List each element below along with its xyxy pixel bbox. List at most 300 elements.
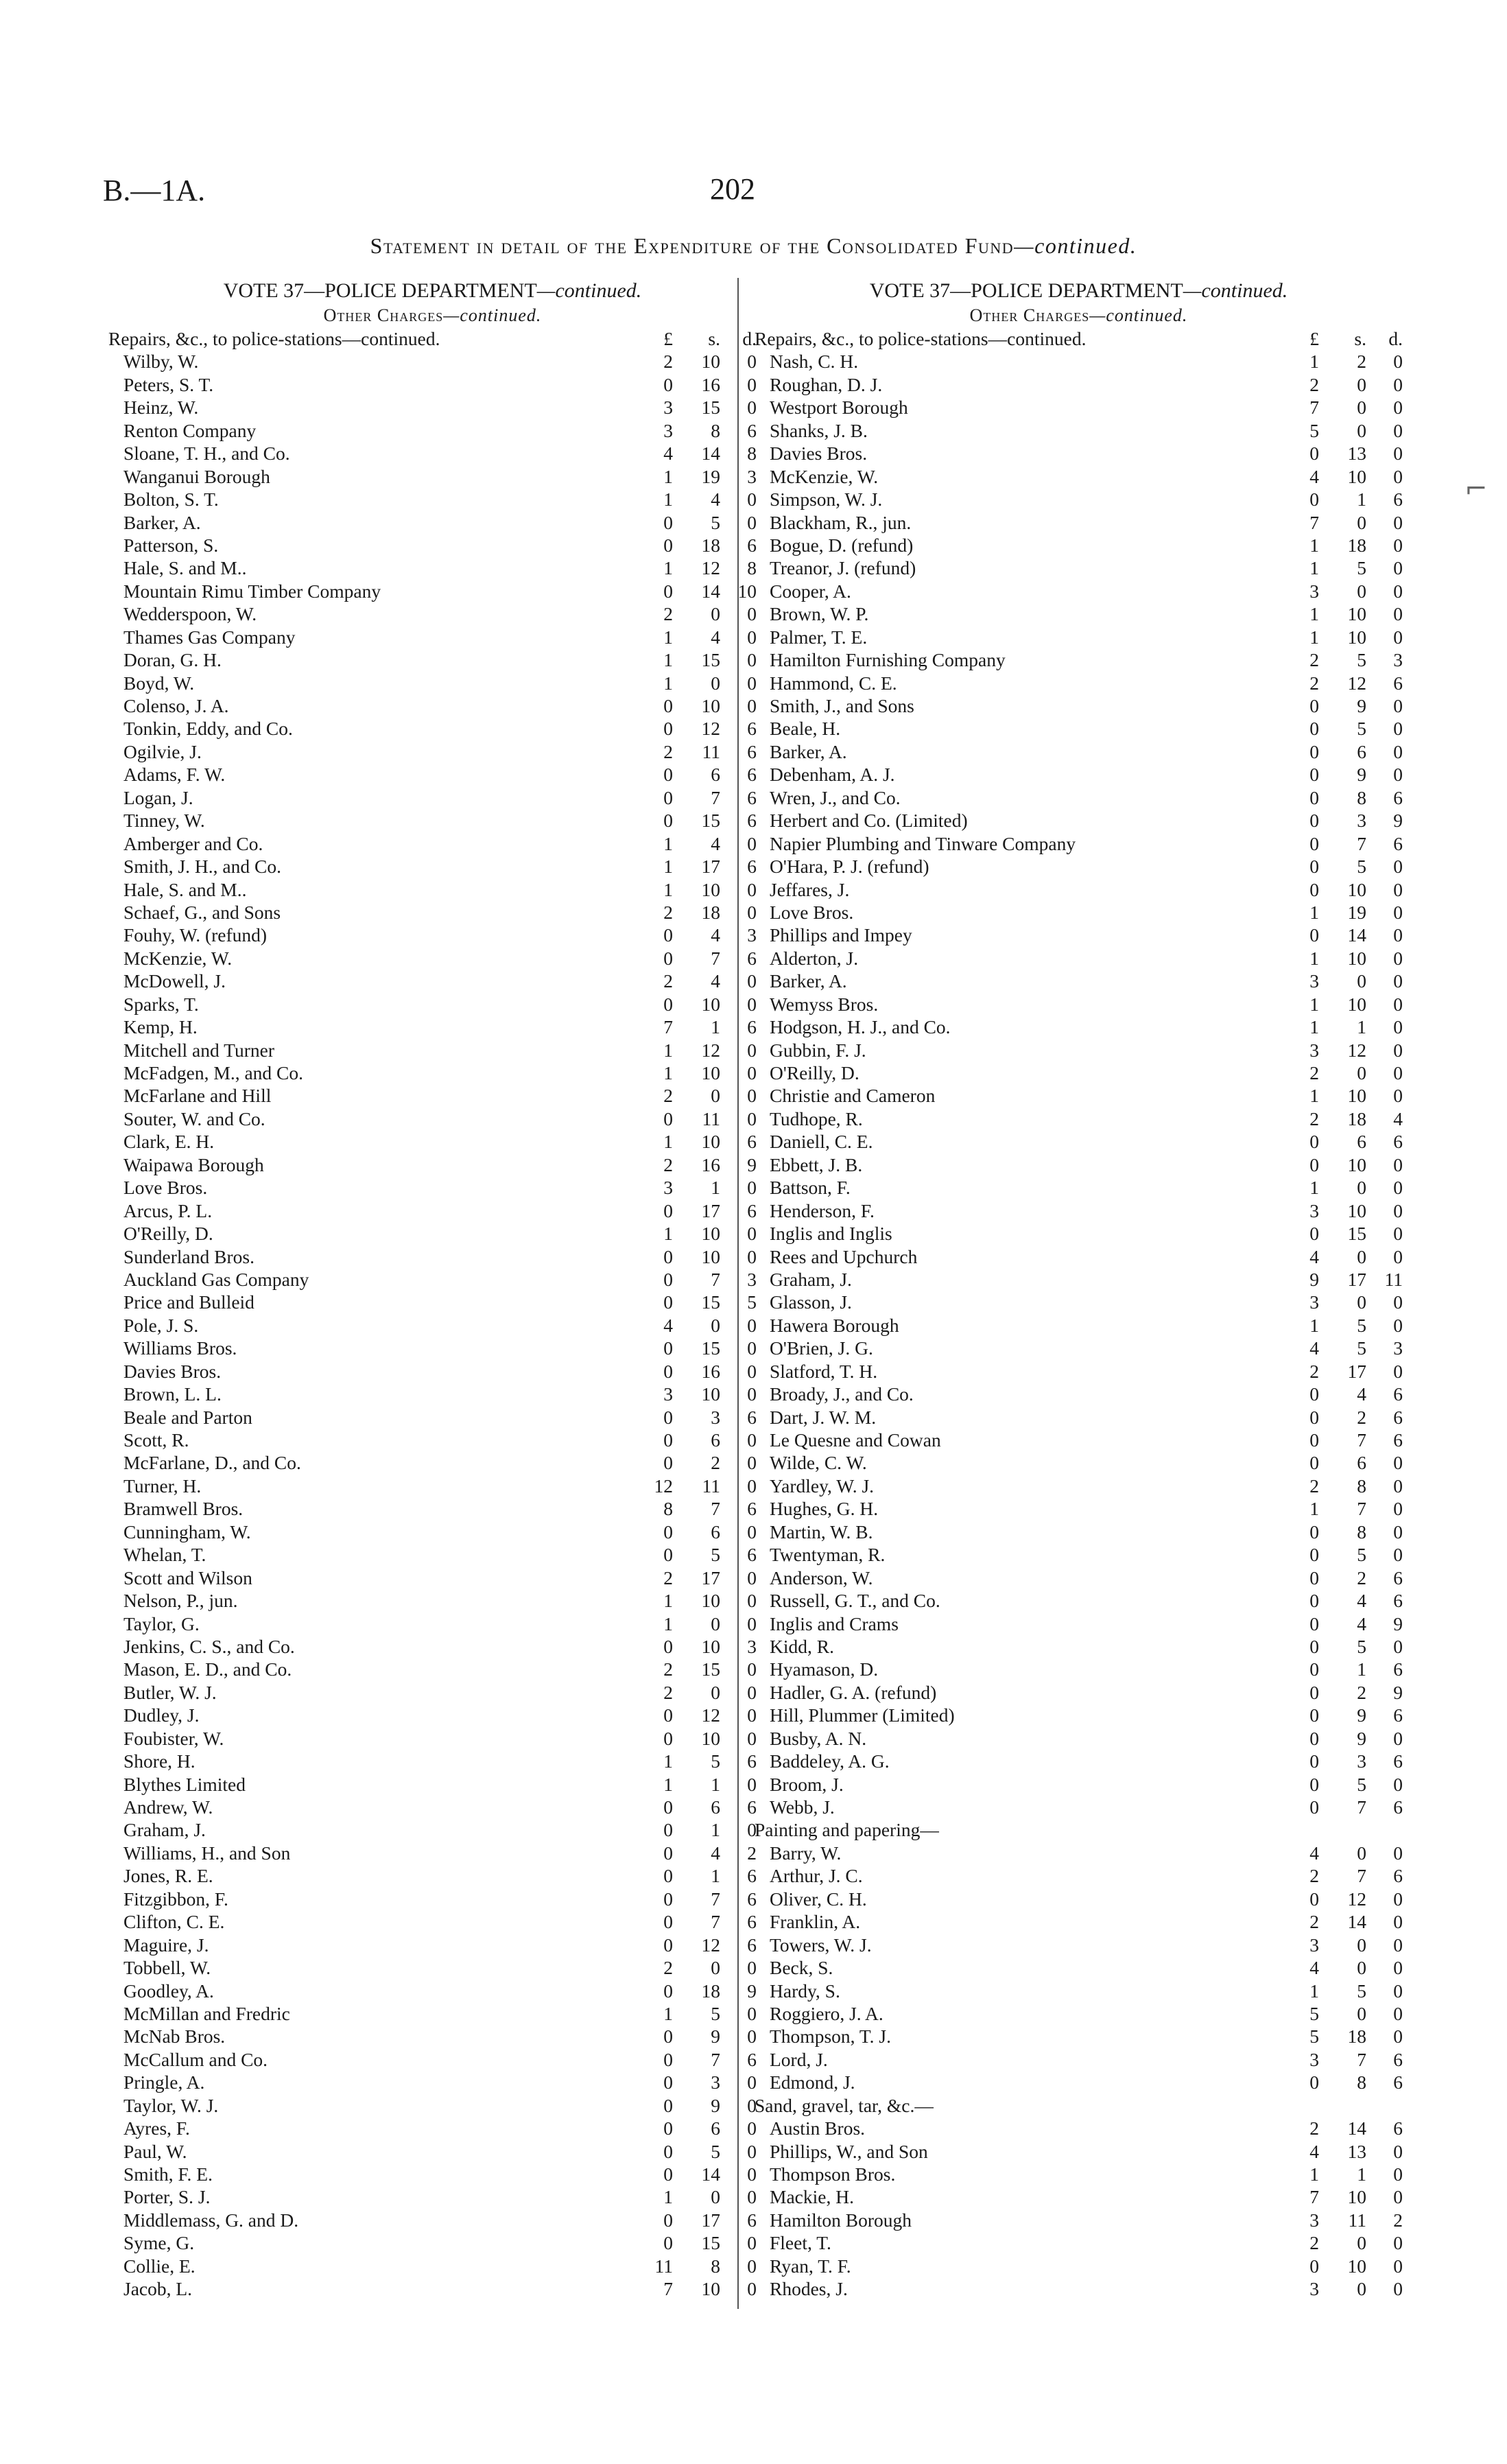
amount-shillings: 6 <box>1357 740 1366 762</box>
amount <box>1283 2231 1403 2254</box>
amount-shillings: 0 <box>1357 1842 1366 1864</box>
amount <box>1283 1153 1403 1176</box>
amount-pence: 0 <box>747 511 757 533</box>
amount-pounds: 0 <box>663 2232 673 2254</box>
amount-pounds: 4 <box>663 1314 673 1336</box>
amount-shillings: 8 <box>1357 786 1366 808</box>
amount-pounds: 1 <box>1309 534 1319 556</box>
amount <box>637 1910 757 1933</box>
amount-pence: 9 <box>1393 810 1403 832</box>
amount <box>637 1521 757 1543</box>
amount-shillings: 12 <box>701 718 720 740</box>
table-row <box>755 1084 1403 1107</box>
amount-pence: 0 <box>747 672 757 694</box>
amount-pounds: 3 <box>1309 1199 1319 1221</box>
amount-shillings: 9 <box>1357 1704 1366 1726</box>
payee-name: Inglis and Crams <box>770 1612 899 1634</box>
payee-name: Adams, F. W. <box>123 764 226 786</box>
amount-pounds: 1 <box>663 1223 673 1245</box>
amount-pounds: 1 <box>663 649 673 671</box>
amount-shillings: 10 <box>701 1245 720 1267</box>
amount-shillings: 5 <box>711 2002 720 2024</box>
amount <box>1283 2048 1403 2071</box>
table-row <box>108 1589 757 1612</box>
amount-pence: 0 <box>747 1383 757 1405</box>
amount-pence: 0 <box>1393 626 1403 648</box>
amount <box>1283 350 1403 373</box>
amount-pounds: 0 <box>1309 1429 1319 1451</box>
amount-shillings: 17 <box>701 1567 720 1588</box>
payee-name: Le Quesne and Cowan <box>770 1429 941 1451</box>
table-row <box>108 2002 757 2025</box>
payee-name: Herbert and Co. (Limited) <box>770 810 968 832</box>
amount <box>1283 1842 1403 1864</box>
amount-pence: 0 <box>1393 1177 1403 1199</box>
amount <box>1283 1016 1403 1038</box>
payee-name: Bogue, D. (refund) <box>770 534 914 556</box>
payee-name: Edmond, J. <box>770 2072 855 2093</box>
table-row <box>108 626 757 648</box>
amount-shillings: 10 <box>701 695 720 716</box>
amount <box>637 1888 757 1910</box>
amount-pounds: 2 <box>1309 672 1319 694</box>
table-row <box>108 511 757 534</box>
amount-pence: 0 <box>1393 2026 1403 2048</box>
amount-pounds: 0 <box>1309 1796 1319 1818</box>
amount-shillings: 10 <box>701 1727 720 1749</box>
amount-shillings: 6 <box>711 1796 720 1818</box>
payee-name: Scott and Wilson <box>123 1567 252 1588</box>
amount-pounds: 0 <box>663 1406 673 1428</box>
amount-pence: 6 <box>1393 1406 1403 1428</box>
amount-pounds: 8 <box>663 1498 673 1520</box>
amount <box>637 1750 757 1772</box>
amount-pounds: 0 <box>663 2072 673 2093</box>
payee-name: Beale, H. <box>770 718 841 740</box>
amount-pence: 0 <box>747 1245 757 1267</box>
amount-pounds: 0 <box>1309 786 1319 808</box>
amount <box>1283 1107 1403 1130</box>
amount-shillings: 16 <box>701 1360 720 1382</box>
amount-shillings: 10 <box>701 1062 720 1083</box>
amount-pence: 3 <box>1393 649 1403 671</box>
amount-shillings: 9 <box>1357 695 1366 716</box>
payee-name: Wilde, C. W. <box>770 1452 867 1474</box>
amount-shillings: 10 <box>1347 465 1366 487</box>
amount-pence: 6 <box>1393 1383 1403 1405</box>
amount <box>1283 2255 1403 2277</box>
amount-pence: 6 <box>1393 1796 1403 1818</box>
amount-shillings: 0 <box>1357 970 1366 992</box>
table-row <box>755 1796 1403 1818</box>
amount-shillings: 7 <box>1357 1429 1366 1451</box>
amount-pounds: 0 <box>1309 1750 1319 1772</box>
amount-pence: 0 <box>747 397 757 419</box>
payee-name: Ebbett, J. B. <box>770 1153 863 1175</box>
amount-pence: 6 <box>1393 1131 1403 1153</box>
table-row <box>108 1934 757 1956</box>
amount-pounds: 2 <box>663 740 673 762</box>
table-row <box>755 2117 1403 2139</box>
amount-pence: 0 <box>1393 856 1403 878</box>
table-row <box>108 1016 757 1038</box>
table-row <box>755 2185 1403 2208</box>
payee-name: Nash, C. H. <box>770 351 859 373</box>
amount-pence: 0 <box>1393 557 1403 579</box>
table-row <box>108 1635 757 1658</box>
amount-shillings: 10 <box>1347 878 1366 900</box>
amount-shillings: 14 <box>1347 924 1366 946</box>
amount-shillings: 0 <box>1357 419 1366 441</box>
amount-pounds: 4 <box>1309 1957 1319 1979</box>
table-row <box>755 947 1403 970</box>
amount <box>637 1360 757 1383</box>
payee-name: O'Reilly, D. <box>770 1062 859 1083</box>
amount-shillings: 1 <box>711 1819 720 1841</box>
amount <box>637 2117 757 2139</box>
table-row <box>108 1567 757 1589</box>
amount-shillings: 10 <box>701 1635 720 1657</box>
amount-pounds: 2 <box>663 1153 673 1175</box>
amount <box>637 511 757 534</box>
amount-pounds: 7 <box>1309 511 1319 533</box>
table-row <box>755 1521 1403 1543</box>
table-row <box>108 1658 757 1680</box>
amount <box>637 1658 757 1680</box>
payee-name: Jenkins, C. S., and Co. <box>123 1635 295 1657</box>
payee-name: Syme, G. <box>123 2232 195 2254</box>
amount <box>1283 763 1403 786</box>
table-row <box>755 1980 1403 2002</box>
table-row <box>755 832 1403 855</box>
amount <box>637 2048 757 2071</box>
payee-name: Thompson Bros. <box>770 2163 896 2185</box>
amount <box>637 672 757 694</box>
amount-pence: 0 <box>747 1085 757 1107</box>
table-row <box>108 373 757 396</box>
payee-name: Mountain Rimu Timber Company <box>123 580 381 602</box>
table-row <box>755 465 1403 488</box>
payee-name: Phillips and Impey <box>770 924 912 946</box>
right-vote-title-suffix: —continued. <box>1183 279 1288 302</box>
amount-shillings: 6 <box>711 1521 720 1542</box>
amount-shillings: 5 <box>1357 1337 1366 1359</box>
amount-pounds: 1 <box>1309 626 1319 648</box>
amount-pence: 6 <box>1393 1590 1403 1612</box>
amount <box>1283 511 1403 534</box>
table-row <box>755 1888 1403 1910</box>
currency-headers <box>637 327 757 350</box>
payee-name: Mitchell and Turner <box>123 1039 274 1061</box>
amount <box>637 465 757 488</box>
amount <box>637 1245 757 1268</box>
amount-pounds: 0 <box>1309 1131 1319 1153</box>
payee-name: Lord, J. <box>770 2048 828 2070</box>
amount <box>1283 1337 1403 1359</box>
payee-name: Graham, J. <box>770 1268 852 1290</box>
amount-pounds: 0 <box>663 924 673 946</box>
table-row <box>755 1681 1403 1704</box>
payee-name: Palmer, T. E. <box>770 626 868 648</box>
table-row <box>108 2048 757 2071</box>
amount-shillings: 5 <box>711 2140 720 2162</box>
amount <box>637 534 757 556</box>
amount <box>637 2209 757 2231</box>
amount-pence: 0 <box>747 626 757 648</box>
amount-pounds: 1 <box>1309 947 1319 969</box>
amount-shillings: 19 <box>1347 901 1366 923</box>
amount-pence: 0 <box>1393 603 1403 625</box>
amount-pounds: 0 <box>1309 1635 1319 1657</box>
amount-pounds: 0 <box>663 1429 673 1451</box>
amount-shillings: 18 <box>701 1980 720 2002</box>
amount <box>637 1934 757 1956</box>
amount-pence: 0 <box>1393 1842 1403 1864</box>
amount-shillings: 3 <box>1357 1750 1366 1772</box>
amount-shillings: 0 <box>1357 1062 1366 1083</box>
amount-pence: 0 <box>1393 1016 1403 1038</box>
amount-pounds: 1 <box>663 1773 673 1795</box>
table-row <box>108 2117 757 2139</box>
amount <box>637 350 757 373</box>
amount-shillings: 15 <box>701 1337 720 1359</box>
statement-title <box>0 233 1507 259</box>
amount <box>1283 373 1403 396</box>
table-row <box>755 1406 1403 1429</box>
amount-pence: 6 <box>747 1796 757 1818</box>
amount-shillings: 15 <box>1347 1223 1366 1245</box>
amount-pence: 6 <box>1393 1865 1403 1887</box>
amount <box>1283 947 1403 970</box>
table-row <box>108 1704 757 1726</box>
amount <box>1283 1934 1403 1956</box>
payee-name: O'Brien, J. G. <box>770 1337 873 1359</box>
amount-shillings: 10 <box>1347 2255 1366 2277</box>
amount-shillings: 11 <box>702 740 720 762</box>
payee-name: Jacob, L. <box>123 2278 193 2300</box>
payee-name: Auckland Gas Company <box>123 1268 309 1290</box>
table-row <box>755 855 1403 878</box>
table-row <box>755 901 1403 924</box>
payee-name: Doran, G. H. <box>123 649 222 671</box>
amount-shillings: 4 <box>711 489 720 511</box>
amount-pounds: 2 <box>1309 649 1319 671</box>
amount-shillings: 6 <box>711 764 720 786</box>
table-row <box>108 2094 757 2117</box>
amount <box>637 1864 757 1887</box>
amount-pounds: 7 <box>663 2278 673 2300</box>
payee-name: Ogilvie, J. <box>123 740 202 762</box>
amount-pounds: 5 <box>1309 2026 1319 2048</box>
amount-pence: 6 <box>747 1544 757 1566</box>
payee-name: Ayres, F. <box>123 2117 190 2139</box>
table-row <box>755 442 1403 465</box>
amount-pence: 0 <box>1393 1291 1403 1313</box>
amount-pence: 0 <box>747 1314 757 1336</box>
table-row <box>755 1910 1403 1933</box>
amount-pence: 0 <box>1393 764 1403 786</box>
payee-name: Mason, E. D., and Co. <box>123 1658 292 1680</box>
amount <box>1283 1222 1403 1245</box>
amount <box>1283 832 1403 855</box>
payee-name: Peters, S. T. <box>123 373 214 395</box>
amount-pence: 0 <box>747 1612 757 1634</box>
amount-pounds: 2 <box>1309 1107 1319 1129</box>
amount-shillings: 16 <box>701 373 720 395</box>
amount <box>1283 1681 1403 1704</box>
payee-name: Davies Bros. <box>770 443 868 465</box>
table-row <box>108 740 757 763</box>
table-row <box>108 1360 757 1383</box>
amount <box>637 1475 757 1497</box>
currency-header-pounds: £ <box>663 328 673 349</box>
currency-header-shillings: s. <box>1354 328 1366 349</box>
amount <box>637 1314 757 1337</box>
amount <box>637 626 757 648</box>
amount-pounds: 5 <box>1309 2002 1319 2024</box>
amount <box>1283 1589 1403 1612</box>
table-row <box>755 419 1403 442</box>
amount <box>1283 488 1403 511</box>
payee-name: Bramwell Bros. <box>123 1498 244 1520</box>
amount-shillings: 9 <box>711 2026 720 2048</box>
amount-pounds: 0 <box>663 764 673 786</box>
payee-name: Shanks, J. B. <box>770 419 868 441</box>
amount-pounds: 0 <box>663 947 673 969</box>
amount-shillings: 11 <box>702 1475 720 1497</box>
table-row <box>755 1773 1403 1796</box>
table-row <box>755 1704 1403 1726</box>
payee-name: Barker, A. <box>123 511 201 533</box>
amount-pence: 0 <box>747 1062 757 1083</box>
payee-name: Broady, J., and Co. <box>770 1383 914 1405</box>
amount-pounds: 1 <box>663 2002 673 2024</box>
amount-shillings: 0 <box>711 1314 720 1336</box>
amount <box>1283 1888 1403 1910</box>
amount-pounds: 0 <box>663 810 673 832</box>
amount-pence: 0 <box>1393 901 1403 923</box>
amount-pence: 0 <box>1393 419 1403 441</box>
amount-pounds: 0 <box>1309 878 1319 900</box>
amount <box>637 1107 757 1130</box>
amount-shillings: 0 <box>1357 2002 1366 2024</box>
amount <box>1283 1567 1403 1589</box>
amount-pence: 0 <box>747 1429 757 1451</box>
amount-shillings: 10 <box>701 351 720 373</box>
amount <box>637 2255 757 2277</box>
amount-pounds: 0 <box>663 786 673 808</box>
amount-pounds: 3 <box>663 1383 673 1405</box>
amount-shillings: 10 <box>1347 1153 1366 1175</box>
amount-shillings: 5 <box>1357 1544 1366 1566</box>
amount-shillings: 18 <box>701 534 720 556</box>
amount-pence: 0 <box>747 1567 757 1588</box>
table-row <box>108 1153 757 1176</box>
table-row <box>755 1130 1403 1153</box>
amount-shillings: 5 <box>711 1750 720 1772</box>
payee-name: Renton Company <box>123 419 257 441</box>
payee-name: Sand, gravel, tar, &c.— <box>755 2094 934 2116</box>
amount-pence: 6 <box>747 1865 757 1887</box>
table-row <box>108 2231 757 2254</box>
table-row <box>755 1475 1403 1497</box>
table-row <box>108 2185 757 2208</box>
amount-pence: 0 <box>1393 2140 1403 2162</box>
amount <box>1283 1658 1403 1680</box>
payee-name: McDowell, J. <box>123 970 226 992</box>
payee-name: Barker, A. <box>770 740 847 762</box>
left-subtitle <box>108 304 757 327</box>
amount-pounds: 0 <box>663 2209 673 2231</box>
amount-pounds: 12 <box>654 1475 673 1497</box>
amount <box>637 442 757 465</box>
amount-pounds: 0 <box>663 1704 673 1726</box>
amount-shillings: 7 <box>1357 1796 1366 1818</box>
section-heading <box>755 327 1403 350</box>
amount-shillings: 13 <box>1347 443 1366 465</box>
amount-pounds: 2 <box>1309 1475 1319 1497</box>
amount-pounds: 0 <box>1309 443 1319 465</box>
amount <box>637 1727 757 1750</box>
amount <box>637 1796 757 1818</box>
amount-pence: 0 <box>1393 1498 1403 1520</box>
amount-shillings: 10 <box>1347 1199 1366 1221</box>
amount-shillings: 0 <box>711 1085 720 1107</box>
table-row <box>108 1750 757 1772</box>
currency-header-shillings: s. <box>708 328 720 349</box>
amount <box>637 602 757 625</box>
payee-name: McFadgen, M., and Co. <box>123 1062 303 1083</box>
amount-pounds: 2 <box>1309 373 1319 395</box>
payee-name: Bolton, S. T. <box>123 489 219 511</box>
payee-name: Rhodes, J. <box>770 2278 848 2300</box>
amount <box>1283 1727 1403 1750</box>
amount-pounds: 1 <box>1309 557 1319 579</box>
table-row <box>755 2255 1403 2277</box>
amount-pence: 6 <box>747 419 757 441</box>
amount-shillings: 15 <box>701 1658 720 1680</box>
amount <box>1283 1451 1403 1474</box>
amount-pence: 0 <box>747 2255 757 2277</box>
amount-shillings: 7 <box>711 1498 720 1520</box>
amount-pounds: 4 <box>1309 1245 1319 1267</box>
table-row <box>108 2255 757 2277</box>
amount-shillings: 10 <box>1347 947 1366 969</box>
table-row <box>755 763 1403 786</box>
payee-name: Sparks, T. <box>123 993 199 1015</box>
table-row <box>755 1153 1403 1176</box>
amount-pence: 6 <box>747 810 757 832</box>
amount-pence: 8 <box>747 443 757 465</box>
payee-name: Hodgson, H. J., and Co. <box>770 1016 951 1038</box>
amount-shillings: 0 <box>711 603 720 625</box>
amount-pence: 0 <box>747 1590 757 1612</box>
amount <box>1283 1291 1403 1313</box>
amount-pounds: 2 <box>663 970 673 992</box>
amount <box>637 556 757 579</box>
table-row <box>108 465 757 488</box>
table-row <box>108 2163 757 2185</box>
table-row <box>108 1084 757 1107</box>
amount-pounds: 5 <box>1309 419 1319 441</box>
amount-pounds: 0 <box>1309 1544 1319 1566</box>
payee-name: Hardy, S. <box>770 1980 840 2002</box>
amount-pence: 0 <box>1393 1475 1403 1497</box>
table-row <box>108 1107 757 1130</box>
amount-shillings: 17 <box>701 856 720 878</box>
payee-name: Westport Borough <box>770 397 908 419</box>
amount-shillings: 2 <box>1357 1567 1366 1588</box>
